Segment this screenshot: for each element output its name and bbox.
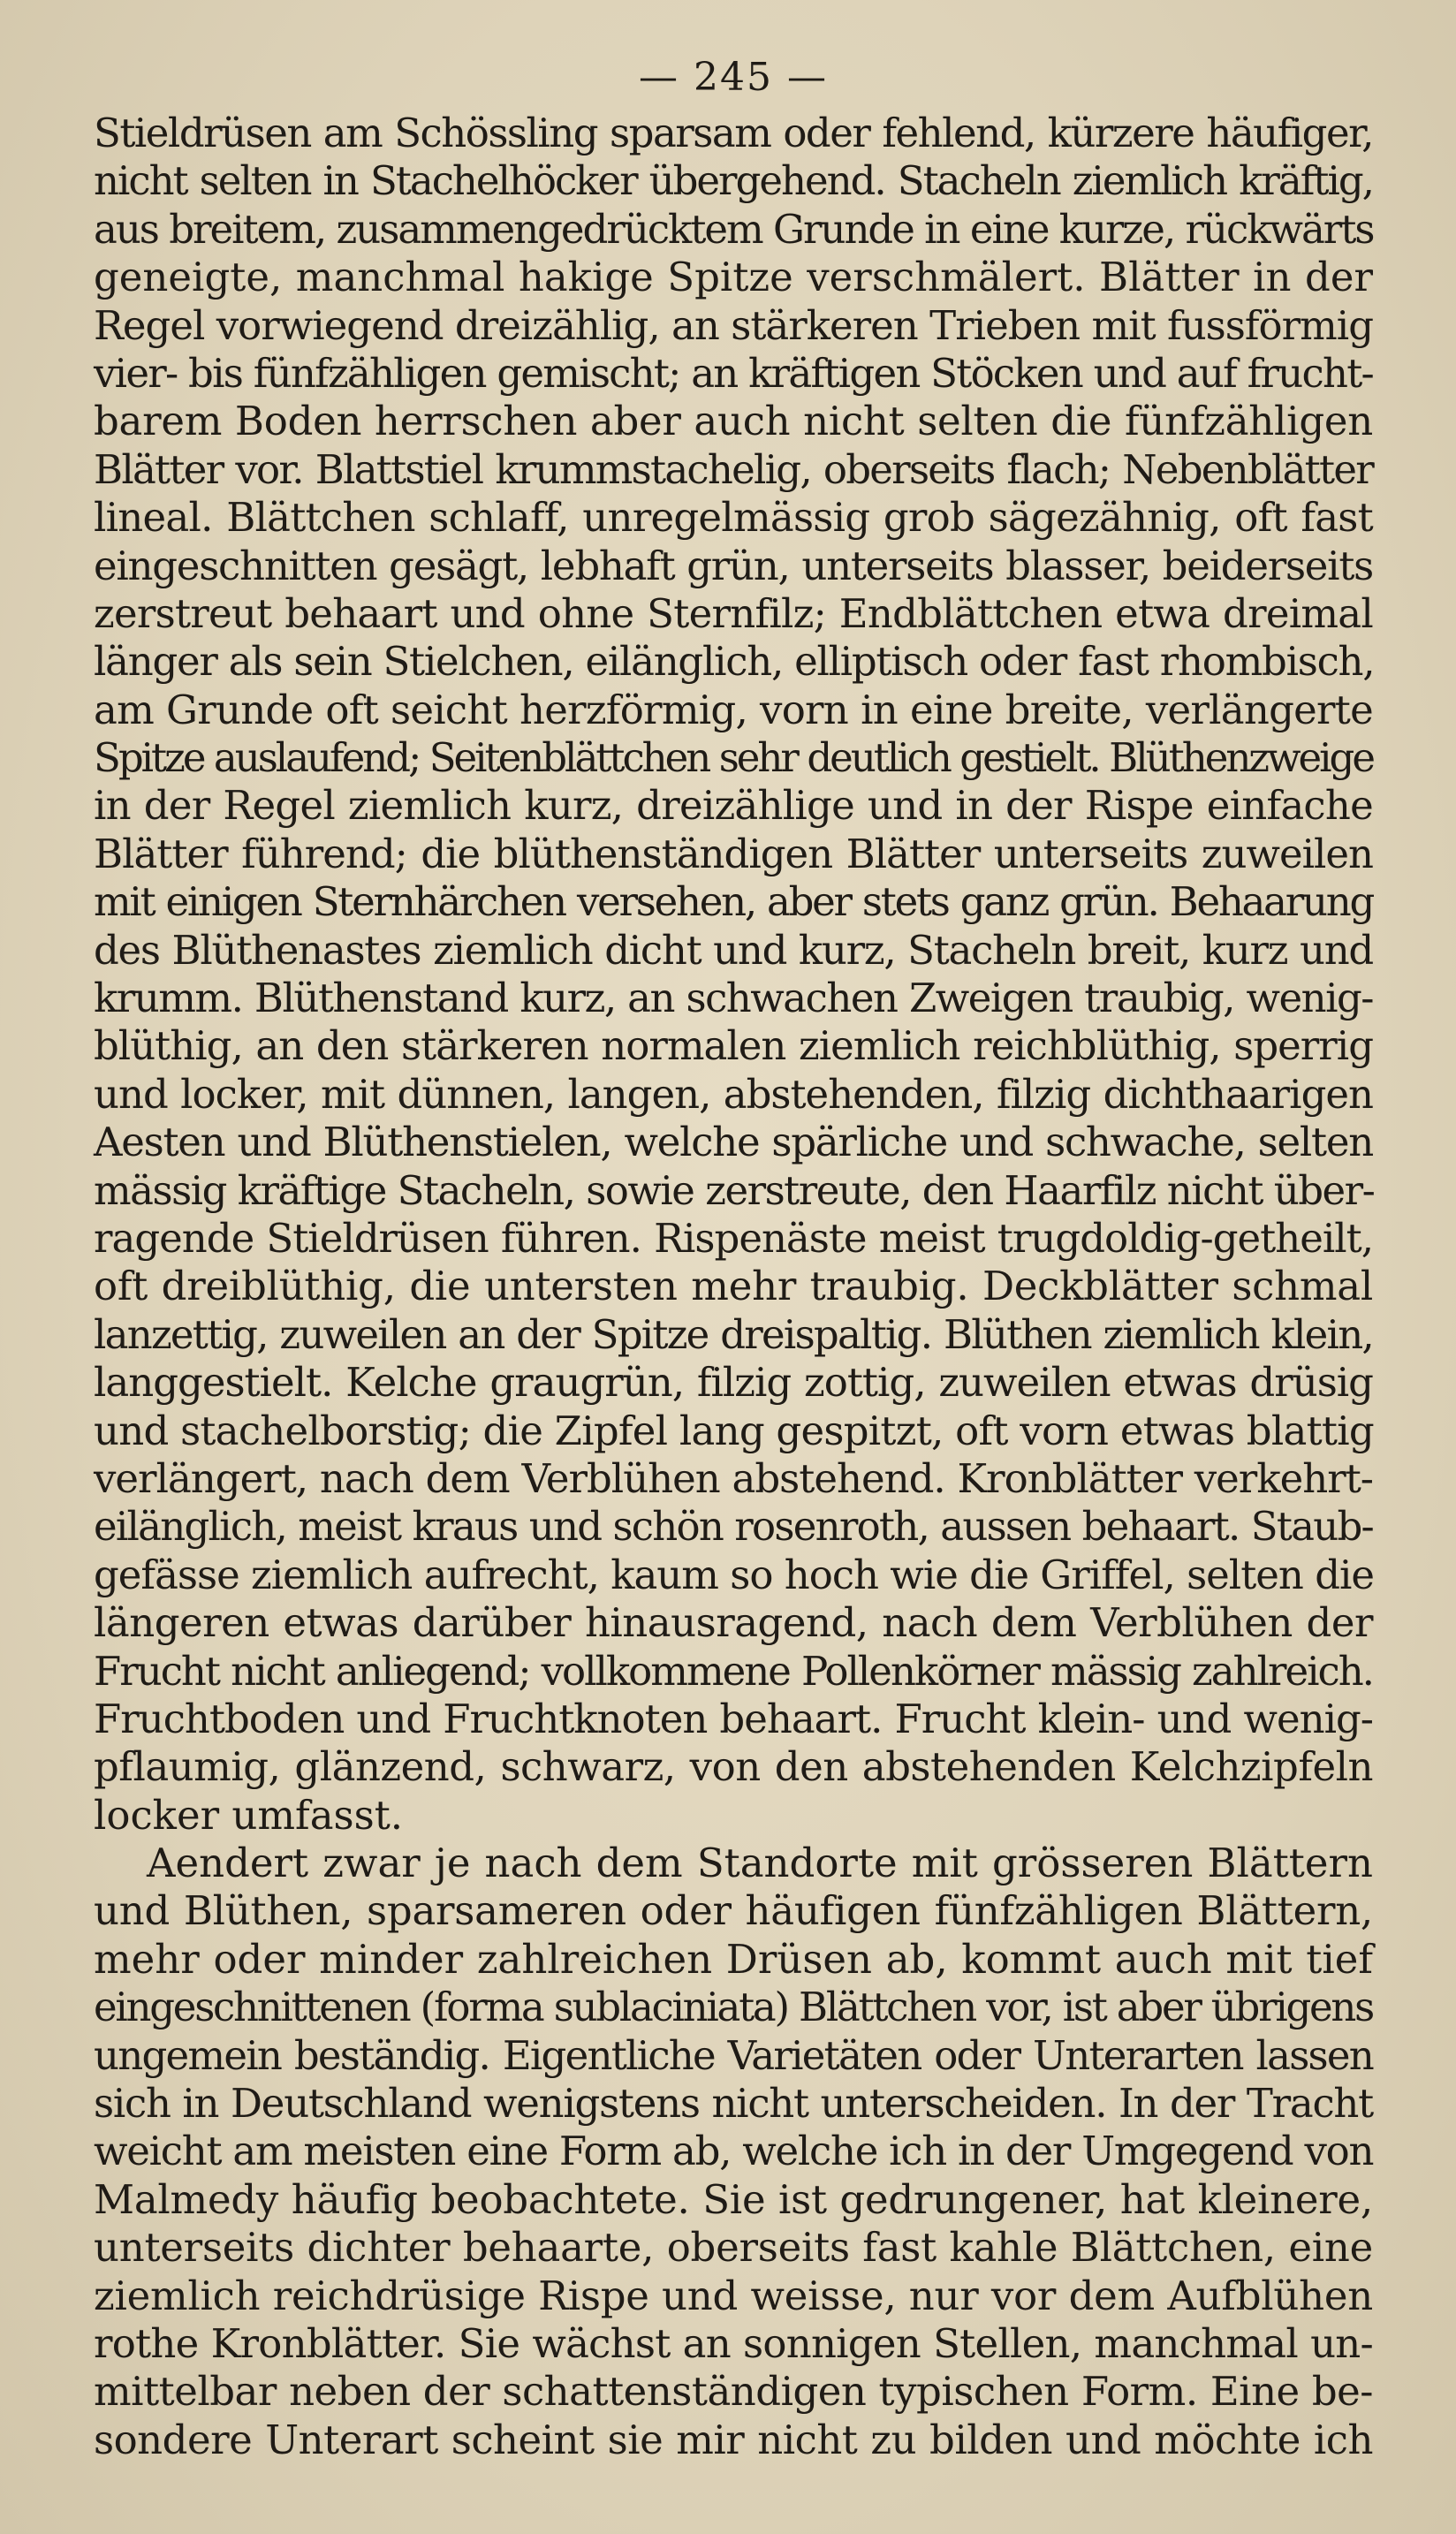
text-line: mässig kräftige Stacheln, sowie zerstreute, den Haarfilz nicht über- <box>94 1166 1375 1214</box>
text-line: eingeschnitten gesägt, lebhaft grün, unterseits blasser, beiderseits <box>94 542 1373 589</box>
text-line: und stachelborstig; die Zipfel lang gespitzt, oft vorn etwas blattig <box>94 1407 1374 1454</box>
text-line: gefässe ziemlich aufrecht, kaum so hoch wie die Griffel, selten die <box>94 1551 1375 1598</box>
text-line: mittelbar neben der schattenständigen typischen Form. Eine be- <box>94 2368 1373 2416</box>
text-line: sich in Deutschland wenigstens nicht unterscheiden. In der Tracht <box>94 2080 1373 2128</box>
text-line: langgestielt. Kelche graugrün, filzig zottig, zuweilen etwas drüsig <box>94 1359 1373 1407</box>
text-line: rothe Kronblätter. Sie wächst an sonnigen Stellen, manchmal un- <box>94 2319 1373 2367</box>
page-number: — 245 — <box>639 55 828 100</box>
body-text <box>94 110 1373 2464</box>
text-line: Spitze auslaufend; Seitenblättchen sehr deutlich gestielt. Blüthenzweige <box>94 734 1373 782</box>
text-line: mehr oder minder zahlreichen Drüsen ab, kommt auch mit tief <box>94 1935 1373 1983</box>
text-line: länger als sein Stielchen, eilänglich, elliptisch oder fast rhombisch, <box>94 638 1375 686</box>
text-line: Blätter vor. Blattstiel krummstachelig, oberseits flach; Nebenblätter <box>94 445 1373 493</box>
text-line: geneigte, manchmal hakige Spitze verschmälert. Blätter in der <box>94 254 1373 301</box>
text-line: mit einigen Sternhärchen versehen, aber stets ganz grün. Behaarung <box>94 878 1373 926</box>
text-line: lineal. Blättchen schlaff, unregelmässig grob sägezähnig, oft fast <box>94 494 1373 542</box>
text-line: pflaumig, glänzend, schwarz, von den abstehenden Kelchzipfeln <box>94 1743 1373 1791</box>
text-line: lanzettig, zuweilen an der Spitze dreispaltig. Blüthen ziemlich klein, <box>94 1310 1373 1358</box>
text-line: barem Boden herrschen aber auch nicht selten die fünfzähligen <box>94 398 1373 445</box>
text-line: aus breitem, zusammengedrücktem Grunde in eine kurze, rückwärts <box>94 205 1374 253</box>
paragraph <box>94 1840 1373 2464</box>
text-line: verlängert, nach dem Verblühen abstehend. Kronblätter verkehrt- <box>94 1454 1373 1502</box>
text-line: ziemlich reichdrüsige Rispe und weisse, nur vor dem Aufblühen <box>94 2272 1373 2319</box>
text-line: Aesten und Blüthenstielen, welche spärliche und schwache, selten <box>94 1119 1373 1166</box>
text-line: nicht selten in Stachelhöcker übergehend. Stacheln ziemlich kräftig, <box>94 157 1373 205</box>
paragraph <box>94 110 1373 1840</box>
text-line: sondere Unterart scheint sie mir nicht zu bilden und möchte ich <box>94 2416 1373 2463</box>
text-line: locker umfasst. <box>94 1791 404 1839</box>
text-line: längeren etwas darüber hinausragend, nach dem Verblühen der <box>94 1599 1373 1647</box>
text-line: oft dreiblüthig, die untersten mehr traubig. Deckblätter schmal <box>94 1263 1373 1310</box>
text-line: weicht am meisten eine Form ab, welche ich in der Umgegend von <box>94 2128 1374 2175</box>
text-line: Blätter führend; die blüthenständigen Blätter unterseits zuweilen <box>94 830 1373 877</box>
text-line: eilänglich, meist kraus und schön rosenroth, aussen behaart. Staub- <box>94 1503 1373 1551</box>
text-line: ungemein beständig. Eigentliche Varietäten oder Unterarten lassen <box>94 2031 1373 2079</box>
text-line: eingeschnittenen (forma sublaciniata) Blättchen vor, ist aber übrigens <box>94 1984 1373 2031</box>
text-line: Frucht nicht anliegend; vollkommene Pollenkörner mässig zahlreich. <box>94 1647 1373 1695</box>
text-line: blüthig, an den stärkeren normalen ziemlich reichblüthig, sperrig <box>94 1022 1373 1070</box>
text-line: ragende Stieldrüsen führen. Rispenäste meist trugdoldig-getheilt, <box>94 1214 1373 1262</box>
text-line: krumm. Blüthenstand kurz, an schwachen Zweigen traubig, wenig- <box>94 975 1373 1022</box>
text-line: und locker, mit dünnen, langen, abstehenden, filzig dichthaarigen <box>94 1070 1373 1118</box>
text-line: zerstreut behaart und ohne Sternfilz; Endblättchen etwa dreimal <box>94 589 1373 637</box>
text-line: Malmedy häufig beobachtete. Sie ist gedrungener, hat kleinere, <box>94 2175 1373 2223</box>
text-line: Regel vorwiegend dreizählig, an stärkeren Trieben mit fussförmig <box>94 301 1373 349</box>
text-line: und Blüthen, sparsameren oder häufigen fünfzähligen Blättern, <box>94 1887 1373 1935</box>
text-line: am Grunde oft seicht herzförmig, vorn in eine breite, verlängerte <box>94 686 1373 733</box>
text-line: Fruchtboden und Fruchtknoten behaart. Frucht klein- und wenig- <box>94 1695 1373 1742</box>
text-line: unterseits dichter behaarte, oberseits fast kahle Blättchen, eine <box>94 2224 1373 2272</box>
text-line: in der Regel ziemlich kurz, dreizählige und in der Rispe einfache <box>94 782 1373 830</box>
text-line: des Blüthenastes ziemlich dicht und kurz, Stacheln breit, kurz und <box>94 926 1373 974</box>
text-line: vier- bis fünfzähligen gemischt; an kräftigen Stöcken und auf frucht- <box>94 349 1373 397</box>
text-line: Stieldrüsen am Schössling sparsam oder fehlend, kürzere häufiger, <box>94 110 1373 156</box>
text-line: Aendert zwar je nach dem Standorte mit grösseren Blättern <box>147 1840 1373 1887</box>
